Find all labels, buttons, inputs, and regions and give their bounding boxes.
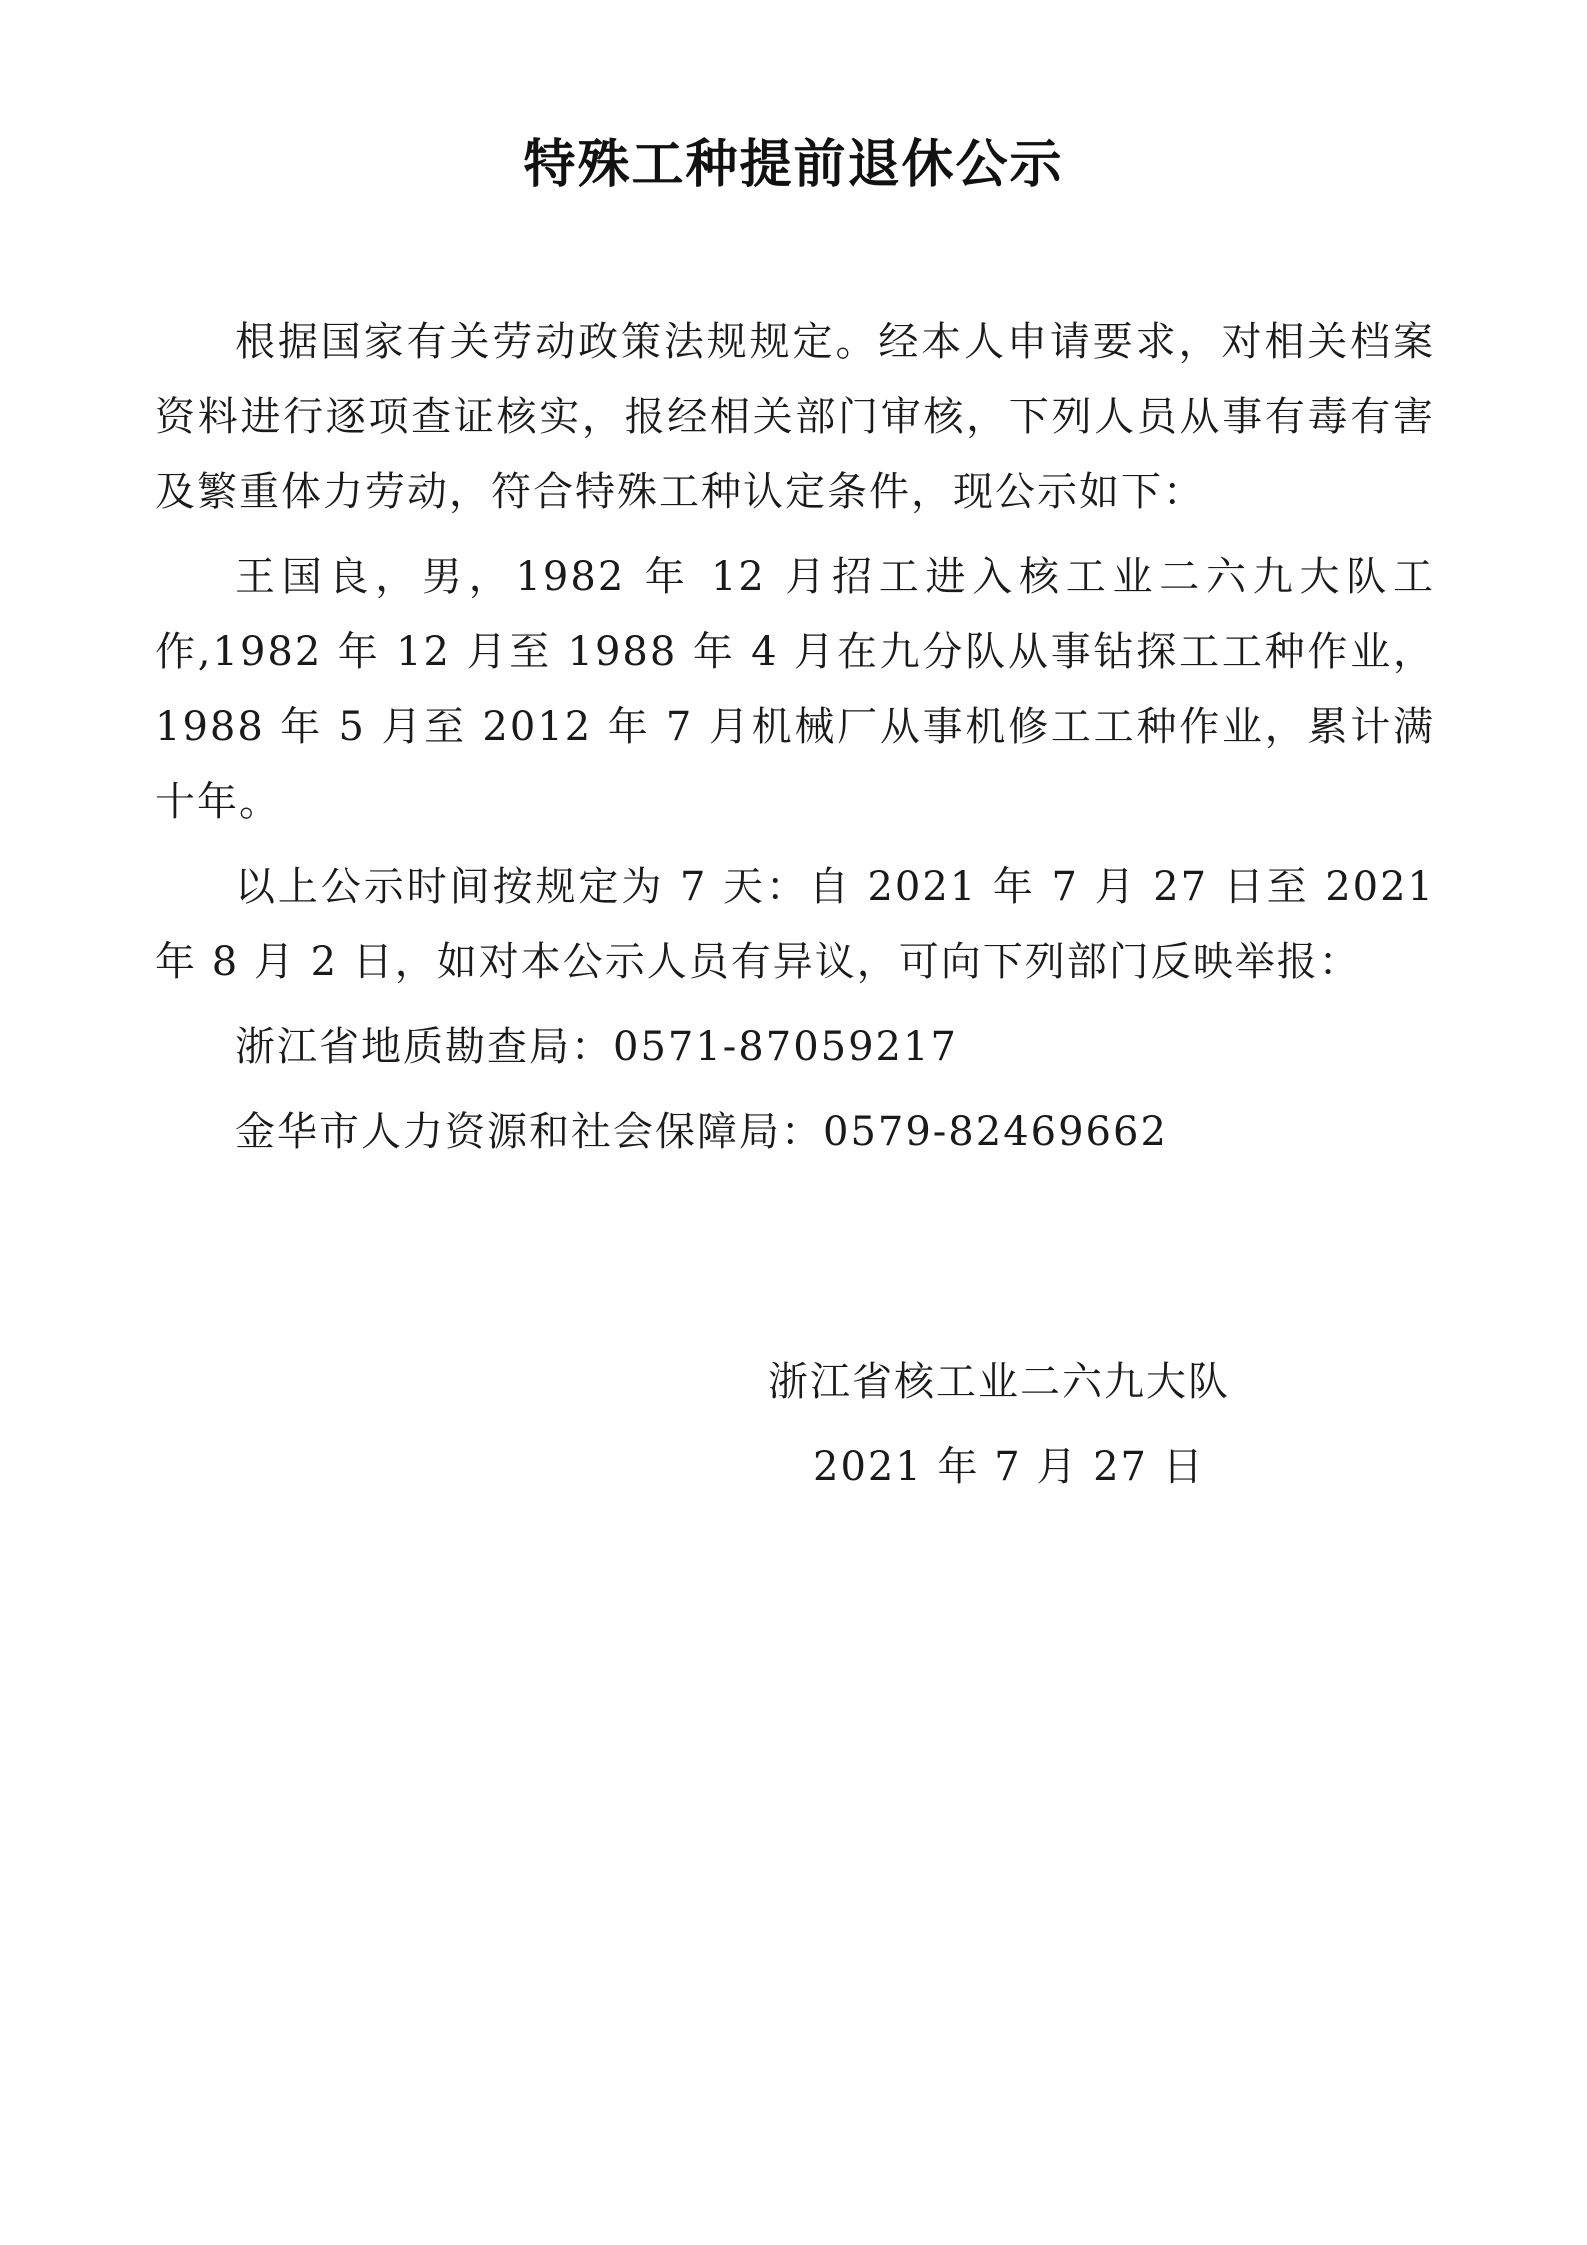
intro-paragraph: 根据国家有关劳动政策法规规定。经本人申请要求，对相关档案资料进行逐项查证核实，报经相关部门审核，下列人员从事有毒有害及繁重体力劳动，符合特殊工种认定条件，现公示如下： [155, 319, 1435, 515]
document-body [155, 305, 1435, 1170]
contact-hr-bureau: 金华市人力资源和社会保障局：0579-82469662 [235, 1109, 1168, 1155]
person-details-paragraph: 王国良，男，1982 年 12 月招工进入核工业二六九大队工作,1982 年 12 月至 1988 年 4 月在九分队从事钻探工工种作业，1988 年 5 月至 2012 年 7 月机械厂从事机修工工种作业，累计满十年。 [155, 554, 1435, 825]
notice-period-paragraph: 以上公示时间按规定为 7 天：自 2021 年 7 月 27 日至 2021 年 8 月 2 日，如对本公示人员有异议，可向下列部门反映举报： [155, 864, 1435, 985]
signature-date: 2021 年 7 月 27 日 [813, 1444, 1205, 1490]
signature-block [768, 1345, 1328, 1505]
document-title: 特殊工种提前退休公示 [523, 135, 1064, 195]
signature-organization: 浙江省核工业二六九大队 [768, 1359, 1230, 1405]
contact-geological-bureau: 浙江省地质勘查局：0571-87059217 [235, 1024, 958, 1070]
